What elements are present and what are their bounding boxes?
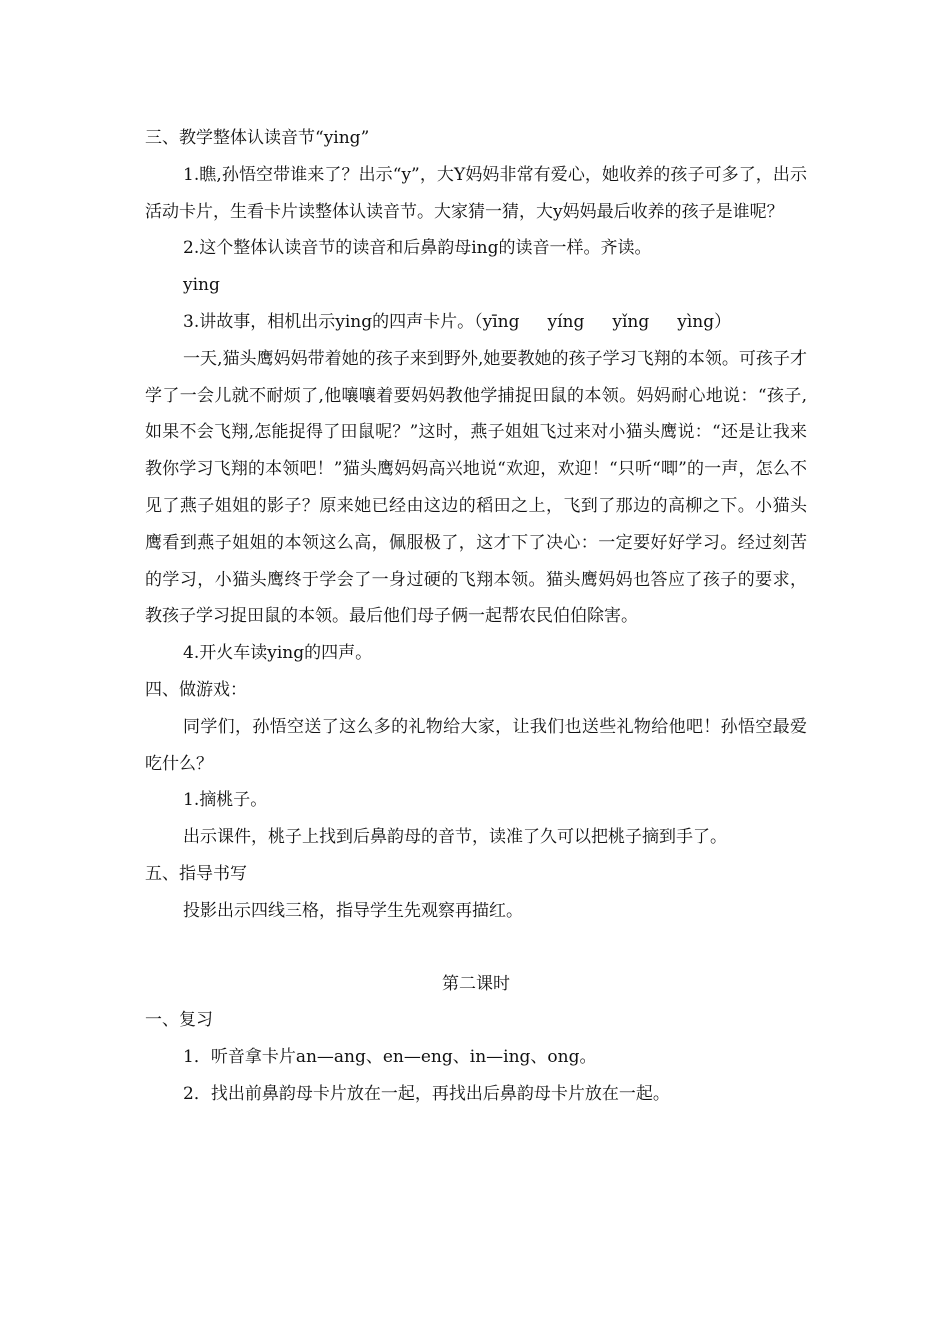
lesson2-title: 第二课时 (442, 973, 510, 994)
section4-item1: 1.摘桃子。 (183, 790, 268, 811)
section4-desc: 出示课件，桃子上找到后鼻韵母的音节，读准了久可以把桃子摘到手了。 (183, 827, 727, 848)
review-item1: 1．听音拿卡片an—ang、en—eng、in—ing、ong。 (183, 1047, 597, 1068)
tone4: yìng） (677, 311, 732, 332)
document-page (145, 120, 807, 1113)
section4-intro: 同学们，孙悟空送了这么多的礼物给大家，让我们也送些礼物给他吧！孙悟空最爱吃什么？ (145, 716, 807, 774)
section3-item4: 4.开火车读ying的四声。 (183, 643, 373, 664)
tone2: yíng (547, 311, 585, 332)
section4-heading: 四、做游戏： (145, 679, 247, 700)
item3-text: 3.讲故事，相机出示ying的四声卡片。（yīng (183, 311, 520, 332)
section5-heading: 五、指导书写 (145, 863, 247, 884)
story-paragraph: 一天,猫头鹰妈妈带着她的孩子来到野外,她要教她的孩子学习飞翔的本领。可孩子才学了一会儿就不耐烦了,他嚷嚷着要妈妈教他学捕捉田鼠的本领。妈妈耐心地说：“孩子,如果不会飞翔,怎能捉得了田鼠呢？”这时，燕子姐姐飞过来对小猫头鹰说：“还是让我来教你学习飞翔的本领吧！”猫头鹰妈妈高兴地说“欢迎，欢迎！“只听“唧”的一声，怎么不见了燕子姐姐的影子？原来她已经由这边的稻田之上，飞到了那边的高柳之下。小猫头鹰看到燕子姐姐的本领这么高，佩服极了，这才下了决心：一定要好好学习。经过刻苦的学习，小猫头鹰终于学会了一身过硬的飞翔本领。猫头鹰妈妈也答应了孩子的要求，教孩子学习捉田鼠的本领。最后他们母子俩一起帮农民伯伯除害。 (145, 348, 807, 627)
section3-item1: 1.瞧,孙悟空带谁来了？出示“y”，大Y妈妈非常有爱心，她收养的孩子可多了，出示活动卡片，生看卡片读整体认读音节。大家猜一猜，大y妈妈最后收养的孩子是谁呢？ (145, 164, 807, 222)
section3-item2: 2.这个整体认读音节的读音和后鼻韵母ing的读音一样。齐读。 (183, 238, 652, 259)
tone3: yǐng (612, 311, 650, 332)
review-item2: 2．找出前鼻韵母卡片放在一起，再找出后鼻韵母卡片放在一起。 (183, 1083, 670, 1104)
section3-item3 (145, 304, 807, 341)
section5-text: 投影出示四线三格，指导学生先观察再描红。 (183, 900, 523, 921)
ying-syllable: ying (183, 275, 220, 296)
review-heading: 一、复习 (145, 1010, 213, 1031)
spacer (145, 930, 807, 966)
section3-heading: 三、教学整体认读音节“ying” (145, 128, 370, 148)
